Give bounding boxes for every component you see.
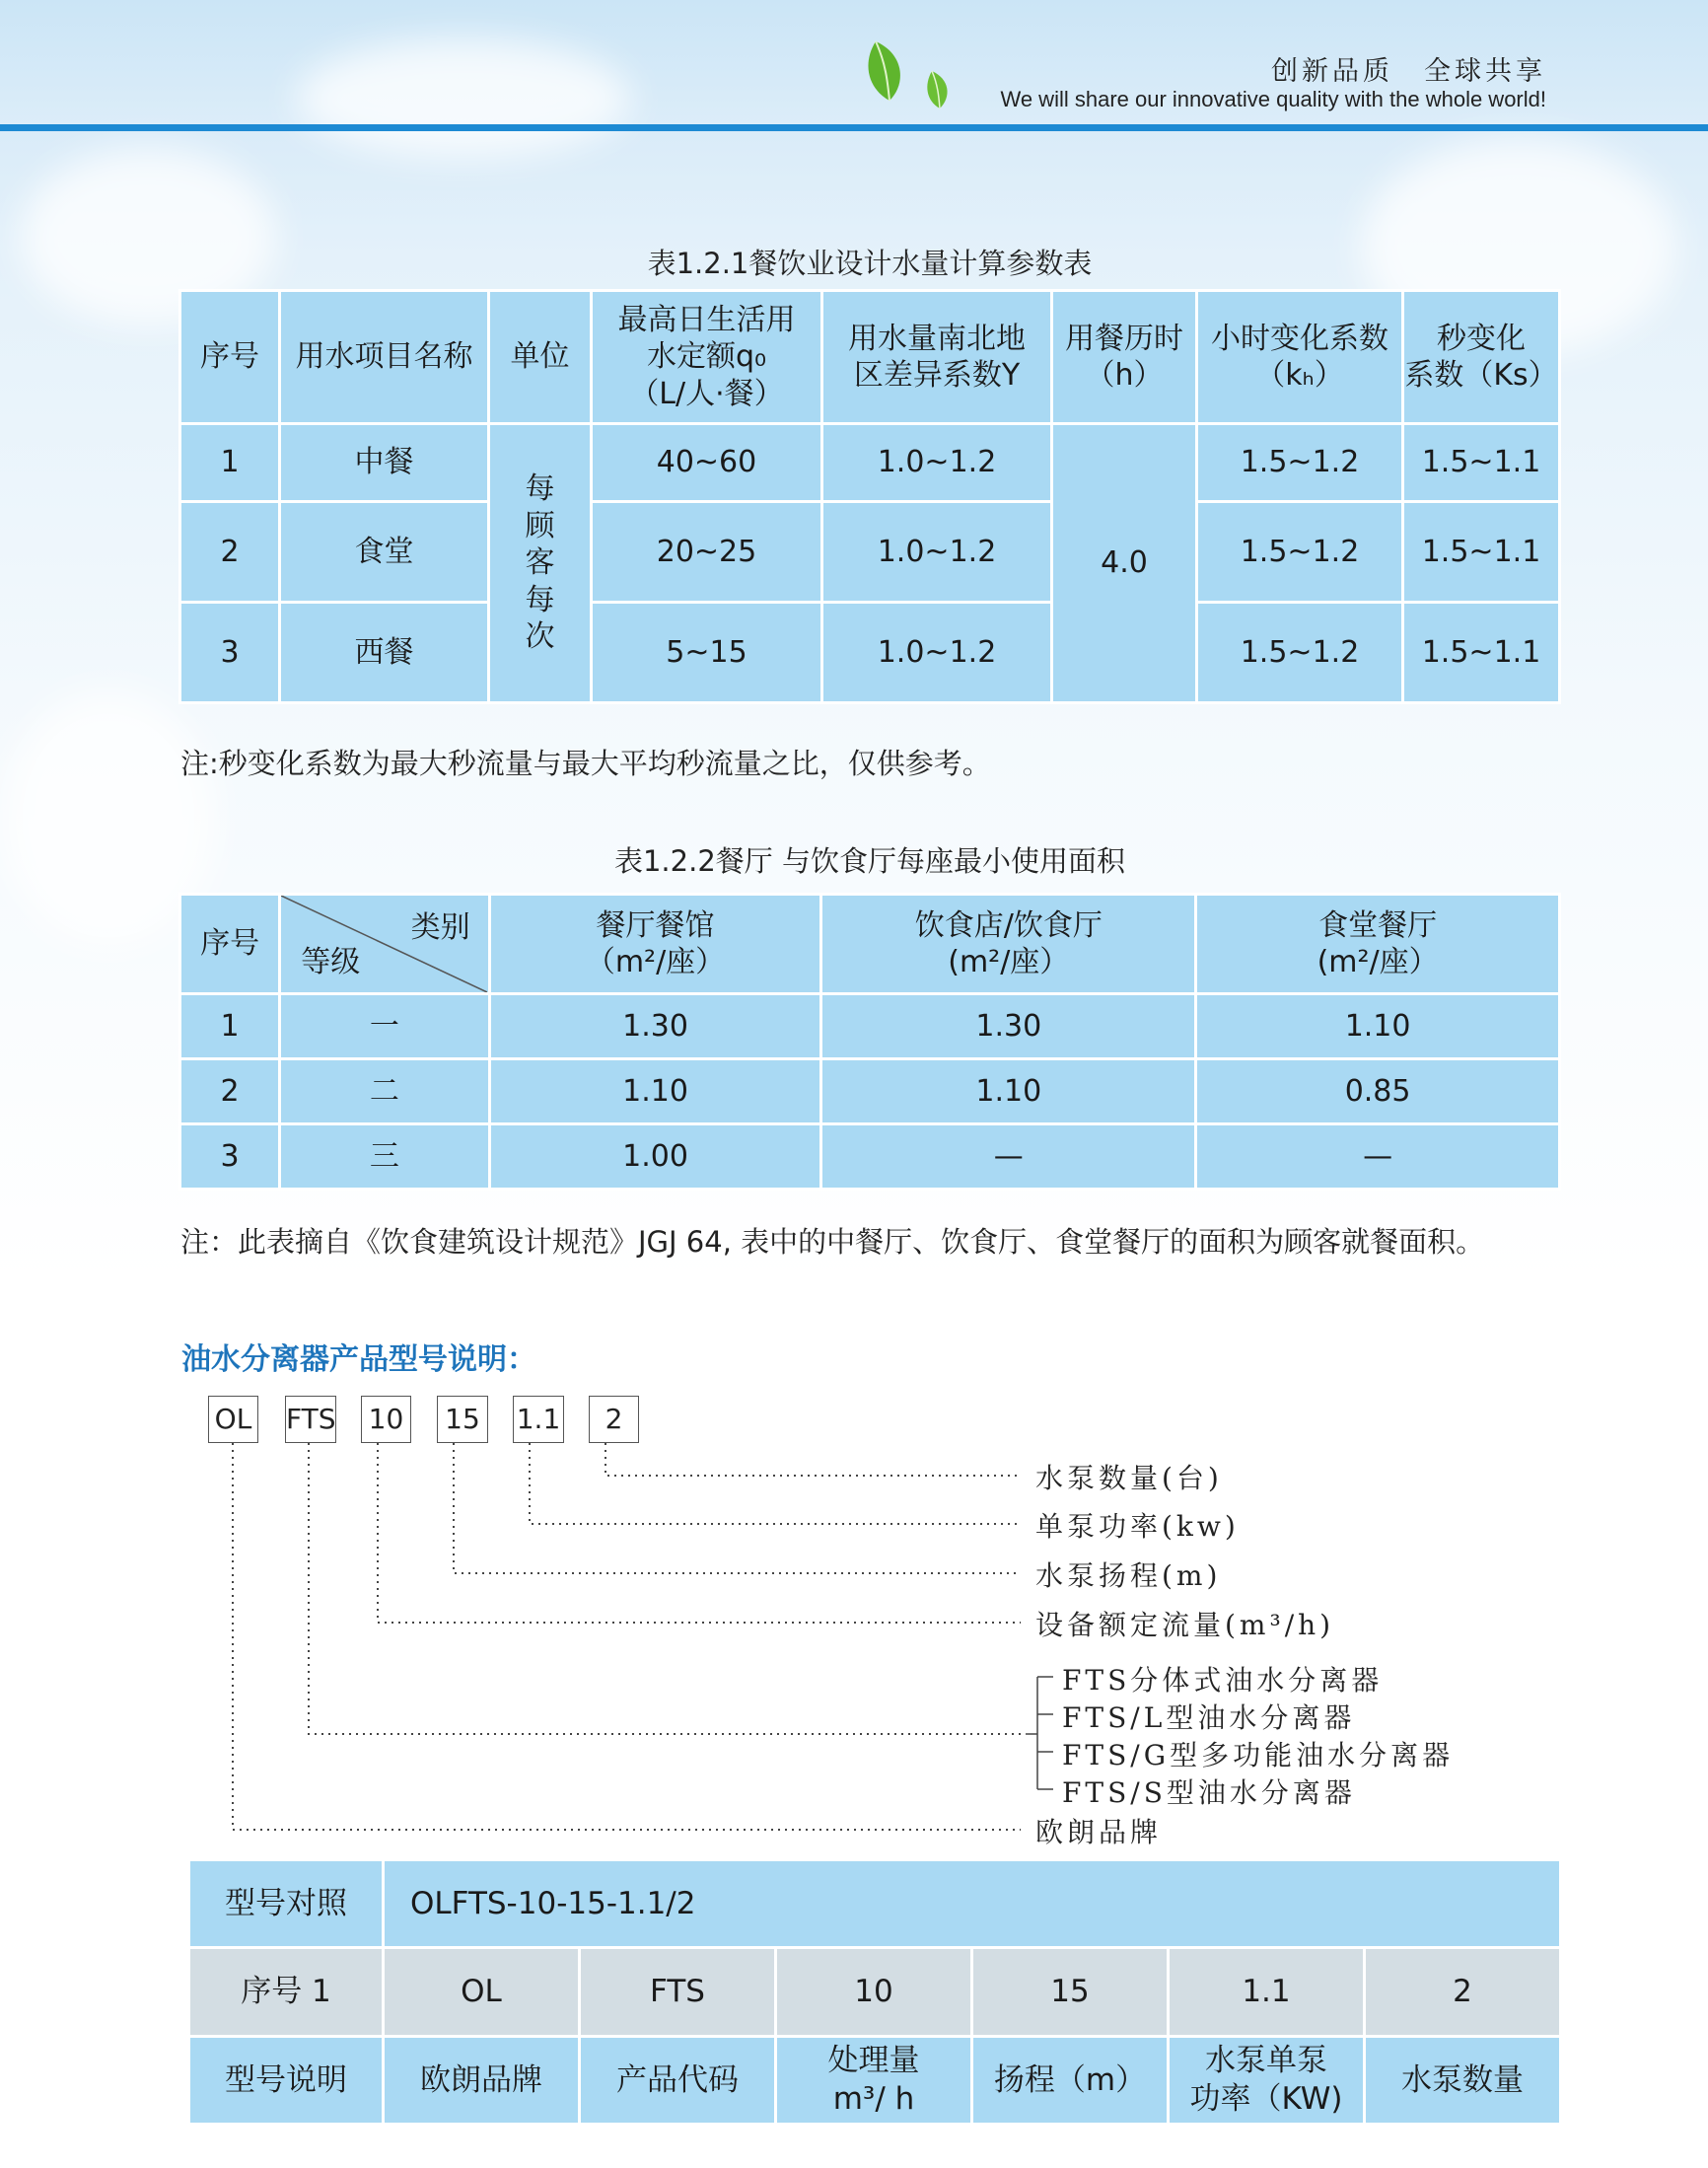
slogan-chinese: 创新品质 全球共享	[1271, 56, 1546, 87]
code-box-power: 1.1	[513, 1396, 564, 1443]
desc-brand: 欧朗品牌	[385, 2038, 578, 2123]
cell-value: 1.10	[822, 1060, 1194, 1122]
header-hourly-line: 小时变化系数	[1211, 321, 1388, 356]
header-no: 序号	[181, 292, 278, 422]
cell-regional: 1.0~1.2	[823, 604, 1050, 701]
cell-grade: 一	[281, 995, 487, 1057]
code-box-flow: 10	[361, 1396, 411, 1443]
desc-power-line: 功率（KW)	[1189, 2081, 1343, 2117]
cell-value: 1.00	[491, 1125, 820, 1188]
table2-note: 注：此表摘自《饮食建筑设计规范》JGJ 64, 表中的中餐厅、饮食厅、食堂餐厅的面积为顾客就餐面积。	[180, 1225, 1485, 1259]
cell-no: 2	[181, 503, 278, 601]
cell-value: 0.85	[1197, 1060, 1558, 1122]
cell-value: 1.30	[491, 995, 820, 1057]
cell-value: 1.10	[491, 1060, 820, 1122]
model-compare-row	[190, 1861, 1559, 1946]
header-duration-line: （h）	[1085, 358, 1164, 393]
cell-value: —	[822, 1125, 1194, 1188]
header-second-line: 秒变化	[1437, 321, 1526, 356]
cell-ks: 1.5~1.1	[1404, 604, 1558, 701]
cell-no: 3	[181, 604, 278, 701]
header-grade: 等级	[301, 944, 361, 979]
cell-regional: 1.0~1.2	[823, 425, 1050, 500]
code-cell: 2	[1366, 1949, 1559, 2035]
header-second-line: 系数（Ks）	[1404, 358, 1558, 393]
header-hourly-line: （kₕ）	[1255, 358, 1344, 393]
desc-code: 产品代码	[581, 2038, 774, 2123]
cell-kh: 1.5~1.2	[1198, 604, 1401, 701]
legend-type: FTS/L型油水分离器	[1062, 1701, 1356, 1734]
header-line: (m²/座）	[948, 945, 1070, 979]
desc-power-line: 水泵单泵	[1204, 2043, 1327, 2079]
cell-quota: 40~60	[593, 425, 820, 500]
header-quota-line: 最高日生活用	[617, 302, 796, 337]
table1-caption: 表1.2.1餐饮业设计水量计算参数表	[647, 247, 1093, 280]
header-line: 餐厅餐馆	[596, 907, 715, 943]
cell-grade: 三	[281, 1125, 487, 1188]
unit-vertical-text: 每顾客每次	[525, 471, 555, 655]
cell-value: —	[1197, 1125, 1558, 1188]
cell-ks: 1.5~1.1	[1404, 425, 1558, 500]
desc-flow	[777, 2038, 970, 2123]
code-box-product: FTS	[285, 1396, 336, 1443]
code-box-head: 15	[437, 1396, 488, 1443]
slogan-english: We will share our innovative quality with the whole world!	[1000, 87, 1546, 111]
desc-power	[1170, 2038, 1363, 2123]
cell-grade: 二	[281, 1060, 487, 1122]
header-regional-line: 用水量南北地	[848, 321, 1026, 356]
cell-ks: 1.5~1.1	[1404, 503, 1558, 601]
legend-brand: 欧朗品牌	[1035, 1816, 1163, 1848]
cell-quota: 5~15	[593, 604, 820, 701]
cell-name: 西餐	[281, 604, 487, 701]
header-item-name: 用水项目名称	[281, 292, 487, 422]
desc-flow-line: 处理量	[827, 2043, 920, 2079]
cell-regional: 1.0~1.2	[823, 503, 1050, 601]
cell-no: 1	[181, 425, 278, 500]
cell-name: 中餐	[281, 425, 487, 500]
cell-value: 1.10	[1197, 995, 1558, 1057]
header-regional-line: 区差异系数Y	[853, 358, 1021, 393]
code-cell: 1.1	[1170, 1949, 1363, 2035]
header-no: 序号	[181, 896, 278, 992]
header-quota-line: 水定额q₀	[646, 339, 767, 375]
model-desc-row	[190, 2038, 1559, 2123]
desc-head: 扬程（m）	[973, 2038, 1167, 2123]
code-cell: 序号 1	[190, 1949, 382, 2035]
cell-no: 2	[181, 1060, 278, 1122]
legend-power: 单泵功率(kw)	[1035, 1510, 1240, 1543]
code-cell: 10	[777, 1949, 970, 2035]
cell-no: 1	[181, 995, 278, 1057]
code-cell: OL	[385, 1949, 578, 2035]
cell-duration-merged: 4.0	[1053, 425, 1195, 701]
legend-head: 水泵扬程(m)	[1035, 1559, 1222, 1592]
header-quota-line: （L/人·餐）	[629, 376, 784, 411]
code-cell: 15	[973, 1949, 1167, 2035]
code-box-pumps: 2	[589, 1396, 639, 1443]
compare-value: OLFTS-10-15-1.1/2	[385, 1861, 1559, 1946]
legend-type: FTS分体式油水分离器	[1062, 1664, 1384, 1697]
header-line: (m²/座）	[1317, 945, 1439, 979]
cell-kh: 1.5~1.2	[1198, 503, 1401, 601]
header-duration-line: 用餐历时	[1065, 321, 1183, 356]
header-line: 食堂餐厅	[1318, 907, 1438, 943]
cell-quota: 20~25	[593, 503, 820, 601]
desc-flow-line: m³/ h	[832, 2081, 915, 2117]
cell-no: 3	[181, 1125, 278, 1188]
legend-pumps: 水泵数量(台)	[1035, 1462, 1223, 1494]
header-line: （m²/座）	[585, 945, 726, 979]
header-line: 饮食店/饮食厅	[914, 907, 1103, 943]
compare-label: 型号对照	[190, 1861, 382, 1946]
desc-label: 型号说明	[190, 2038, 382, 2123]
code-box-brand: OL	[208, 1396, 258, 1443]
model-table	[187, 1858, 1562, 2126]
model-section-title: 油水分离器产品型号说明：	[181, 1342, 536, 1377]
table2-caption: 表1.2.2餐厅 与饮食厅每座最小使用面积	[613, 844, 1125, 878]
cell-value: 1.30	[822, 995, 1194, 1057]
header-unit: 单位	[490, 292, 590, 422]
cell-kh: 1.5~1.2	[1198, 425, 1401, 500]
desc-pumps: 水泵数量	[1366, 2038, 1559, 2123]
legend-flow: 设备额定流量(m³/h)	[1035, 1609, 1335, 1641]
table1-note: 注:秒变化系数为最大秒流量与最大平均秒流量之比，仅供参考。	[180, 747, 991, 780]
code-cell: FTS	[581, 1949, 774, 2035]
model-code-row	[190, 1949, 1559, 2035]
legend-type: FTS/S型油水分离器	[1062, 1776, 1356, 1809]
header-category: 类别	[410, 910, 470, 945]
legend-type: FTS/G型多功能油水分离器	[1062, 1739, 1455, 1771]
cell-name: 食堂	[281, 503, 487, 601]
